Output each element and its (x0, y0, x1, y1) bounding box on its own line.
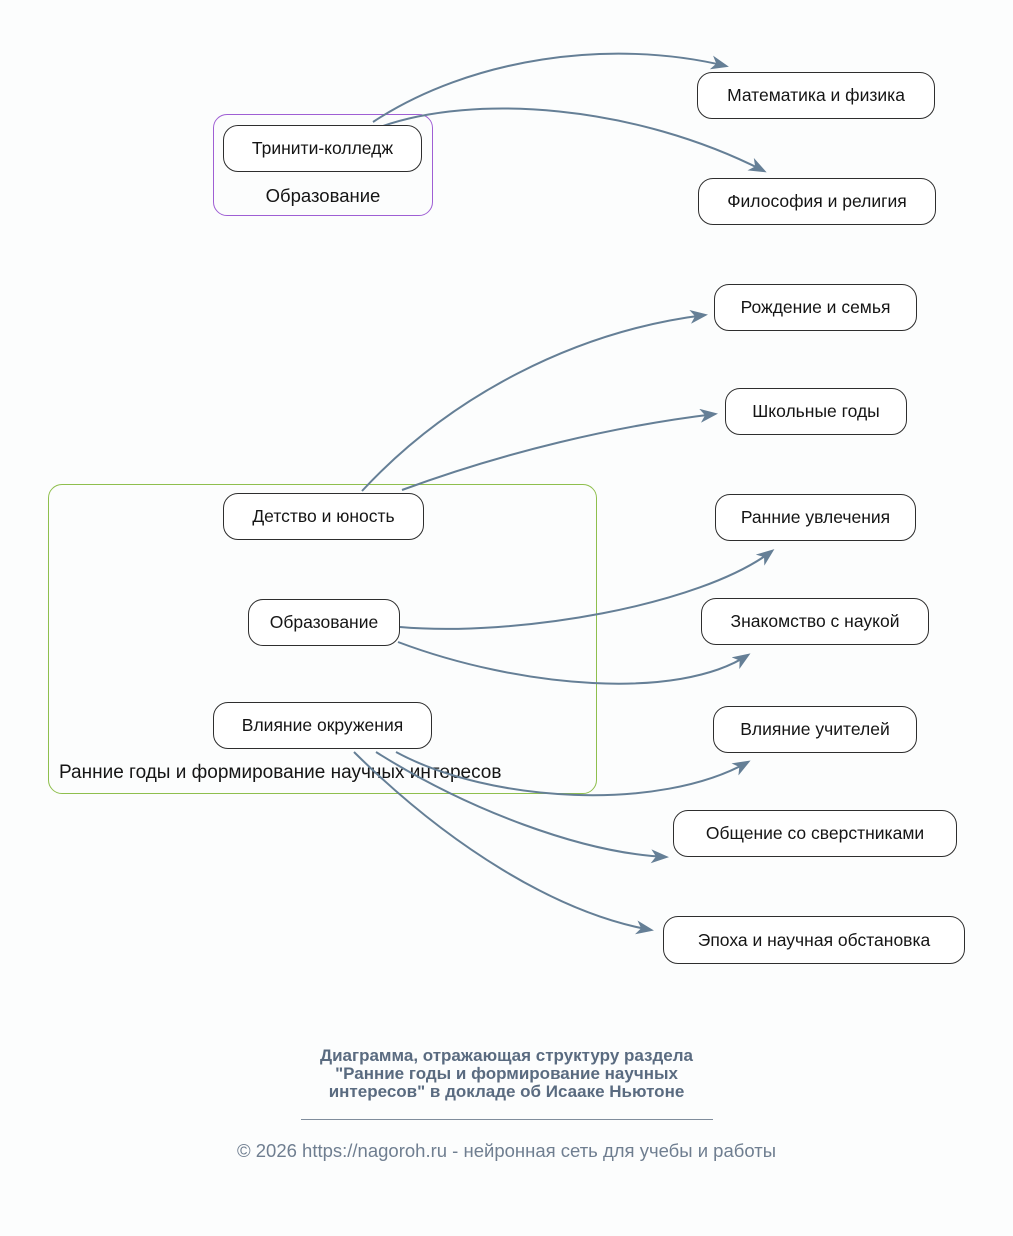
edge-childhood-to-school-years (402, 414, 715, 490)
caption-line-2: "Ранние годы и формирование научных (335, 1063, 678, 1083)
edge-trinity-to-math-physics (373, 54, 726, 122)
node-epoch-science: Эпоха и научная обстановка (663, 916, 965, 964)
node-environment-influence: Влияние окружения (213, 702, 432, 749)
edge-environment-to-teachers (396, 752, 748, 795)
node-childhood-youth: Детство и юность (223, 493, 424, 540)
node-trinity-college: Тринити-колледж (223, 125, 422, 172)
node-birth-family: Рождение и семья (714, 284, 917, 331)
node-early-hobbies: Ранние увлечения (715, 494, 916, 541)
edge-environment-to-epoch (354, 752, 651, 930)
caption-line-3: интересов" в докладе об Исааке Ньютоне (328, 1081, 685, 1101)
group-education-label: Образование (265, 185, 381, 206)
node-philosophy-religion: Философия и религия (698, 178, 936, 225)
edge-environment-to-peers (376, 752, 666, 857)
caption-line-1: Диаграмма, отражающая структуру раздела (320, 1046, 693, 1065)
edge-childhood-to-birth-family (362, 315, 705, 491)
node-science-introduction: Знакомство с наукой (701, 598, 929, 645)
node-teachers-influence: Влияние учителей (713, 706, 917, 753)
group-early-years-label: Ранние годы и формирование научных интересов (59, 762, 502, 783)
node-education: Образование (248, 599, 400, 646)
node-math-physics: Математика и физика (697, 72, 935, 119)
edge-education-to-science-introduction (398, 642, 748, 684)
node-peer-communication: Общение со сверстниками (673, 810, 957, 857)
copyright-footer: © 2026 https://nagoroh.ru - нейронная сеть для учебы и работы (236, 1140, 777, 1161)
node-school-years: Школьные годы (725, 388, 907, 435)
